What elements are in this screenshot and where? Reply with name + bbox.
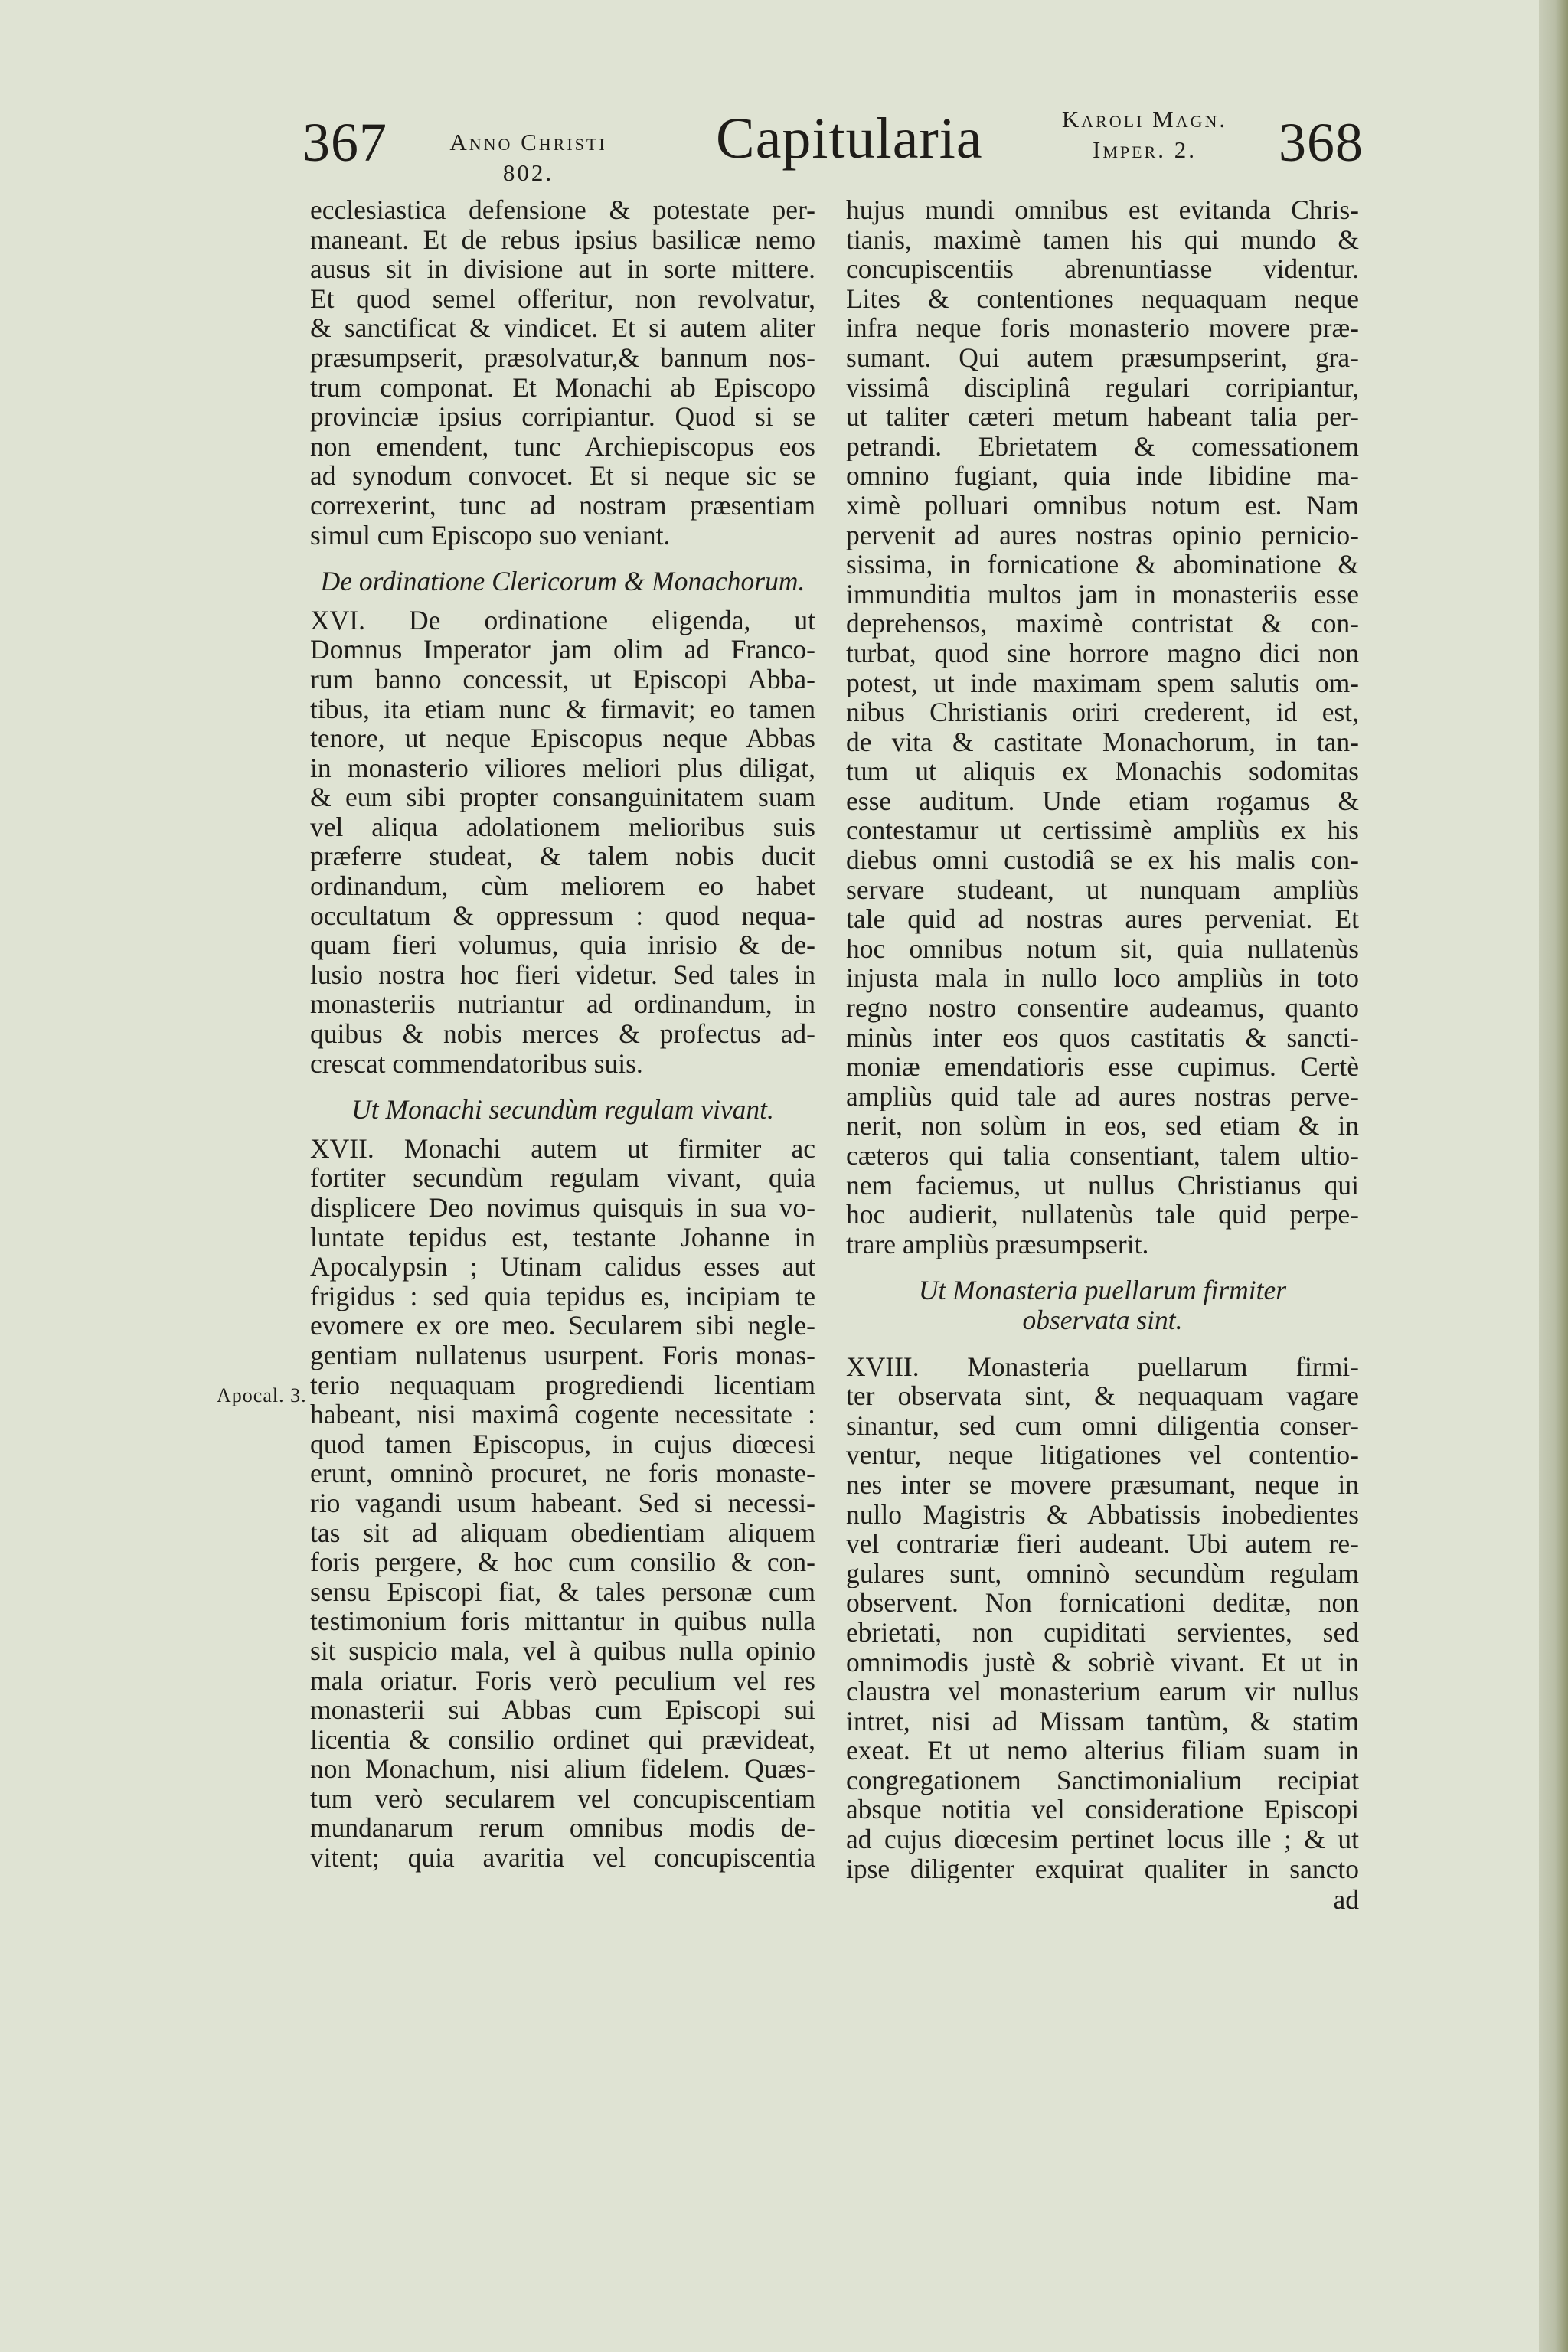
text-line: XVII. Monachi autem ut firmiter ac [310,1133,815,1164]
section-heading-monasteria-line1: Ut Monasteria puellarum firmiter [918,1275,1287,1306]
text-line: ecclesiastica defensione & potestate per- [310,195,815,225]
running-title: Capitularia [716,106,983,171]
text-line: rum banno concessit, ut Episcopi Abba- [310,664,815,694]
section-heading-ordinatione: De ordinatione Clericorum & Monachorum. [320,566,805,597]
text-line: Apocalypsin ; Utinam calidus esses aut [310,1252,815,1282]
anno-christi-header [425,127,632,188]
text-line: terio nequaquam progrediendi licentiam [310,1370,815,1400]
text-line: quam fieri volumus, quia inrisio & de- [310,930,815,960]
text-line: petrandi. Ebrietatem & comessationem [846,431,1359,462]
text-line: omnimodis justè & sobriè vivant. Et ut in [846,1647,1359,1677]
page-number-right: 368 [1279,112,1364,173]
text-line: monasteriis nutriantur ad ordinandum, in [310,989,815,1020]
text-line: frigidus : sed quia tepidus es, incipiam te [310,1281,815,1312]
text-line: fortiter secundùm regulam vivant, quia [310,1163,815,1193]
text-line: intret, nisi ad Missam tantùm, & statim [846,1706,1359,1736]
text-line: regno nostro consentire audeamus, quanto [846,993,1359,1023]
section-heading-monachi: Ut Monachi secundùm regulam vivant. [351,1094,774,1125]
text-line: licentia & consilio ordinet qui prævideat, [310,1724,815,1755]
text-line: ebrietati, non cupiditati servientes, sed [846,1617,1359,1648]
text-line: nerit, non solùm in eos, sed etiam & in [846,1111,1359,1141]
text-line: vel aliqua adolationem melioribus suis [310,812,815,842]
text-line: vissimâ disciplinâ regulari corripiantur, [846,372,1359,403]
text-line: ampliùs quid tale ad aures nostras perve- [846,1081,1359,1112]
text-line: foris pergere, & hoc cum consilio & con- [310,1547,815,1577]
text-line: simul cum Episcopo suo veniant. [310,520,671,550]
text-line: ad cujus diœcesim pertinet locus ille ; & ut [846,1824,1359,1854]
text-line: hoc omnibus notum sit, quia nullatenùs [846,933,1359,964]
text-line: omnino fugiant, quia inde libidine ma- [846,461,1359,491]
text-line: nibus Christianis oriri crederent, id est, [846,697,1359,727]
text-line: minùs inter eos quos castitatis & sancti- [846,1022,1359,1053]
text-line: erunt, omninò procuret, ne foris monaste- [310,1459,815,1488]
text-line: concupiscentiis abrenuntiasse videntur. [846,254,1359,284]
text-line: immunditia multos jam in monasteriis esse [846,579,1359,609]
text-line: moniæ emendatioris esse cupimus. Certè [846,1052,1359,1082]
page-number-left: 367 [302,112,387,173]
text-line: servare studeant, ut nunquam ampliùs [846,874,1359,905]
anno-christi-label: Anno Christi [449,129,607,155]
right-paragraph-xviii [846,1352,1359,1884]
text-line: occultatum & oppressum : quod nequa- [310,900,815,931]
book-spine-edge [1539,0,1568,2352]
text-line: sit suspicio mala, vel à quibus nulla opinio [310,1635,815,1666]
text-line: trum componat. Et Monachi ab Episcopo [310,372,815,403]
text-line: absque notitia vel consideratione Episcopi [846,1795,1359,1825]
karoli-header [1034,104,1256,165]
section-heading-monasteria-line2: observata sint. [1022,1304,1183,1335]
text-line: injusta mala in nullo loco ampliùs in toto [846,963,1359,994]
text-line: displicere Deo novimus quisquis in sua vo- [310,1193,815,1223]
text-line: diebus omni custodiâ se ex his malis con- [846,845,1359,875]
text-line: Lites & contentiones nequaquam neque [846,283,1359,314]
right-paragraph-continuation [846,195,1359,1259]
text-line: vitent; quia avaritia vel concupiscentia [310,1843,815,1873]
text-line: provinciæ ipsius corripiantur. Quod si se [310,402,815,432]
left-paragraph-xvi [310,606,815,1079]
text-line: præsumpserit, præsolvatur,& bannum nos- [310,342,815,373]
text-line: quod tamen Episcopus, in cujus diœcesi [310,1429,815,1459]
text-line: ut taliter cæteri metum habeant talia per- [846,402,1359,432]
text-line: in monasterio viliores meliori plus diligat, [310,753,815,783]
text-line: correxerint, tunc ad nostram præsentiam [310,490,815,521]
text-line: testimonium foris mittantur in quibus nulla [310,1606,815,1636]
text-line: tale quid ad nostras aures perveniat. Et [846,904,1359,934]
text-line: infra neque foris monasterio movere præ- [846,313,1359,343]
text-line: gentiam nullatenus usurpent. Foris monas- [310,1340,815,1370]
margin-reference: Apocal. 3. [217,1384,307,1406]
left-paragraph-1 [310,195,815,550]
right-column [846,195,1359,1915]
text-line: tianis, maximè tamen his qui mundo & [846,224,1359,255]
text-line: exeat. Et ut nemo alterius filiam suam in [846,1736,1359,1766]
text-line: nes inter se movere præsumant, neque in [846,1469,1359,1500]
text-line: evomere ex ore meo. Secularem sibi negle- [310,1311,815,1341]
text-line: ximè polluari omnibus notum est. Nam [846,490,1359,521]
text-line: XVIII. Monasteria puellarum firmi- [846,1351,1359,1382]
left-paragraph-xvii [310,1134,815,1873]
text-line: ter observata sint, & nequaquam vagare [846,1381,1359,1411]
text-line: non emendent, tunc Archiepiscopus eos [310,431,815,462]
text-line: tibus, ita etiam nunc & firmavit; eo tamen [310,694,815,724]
text-line: & eum sibi propter consanguinitatem suam [310,782,815,812]
text-line: habeant, nisi maximâ cogente necessitate : [310,1400,815,1429]
text-line: maneant. Et de rebus ipsius basilicæ nemo [310,224,815,255]
text-line: ad synodum convocet. Et si neque sic se [310,461,815,491]
year-label: 802. [502,159,554,186]
text-line: esse auditum. Unde etiam rogamus & [846,786,1359,816]
text-line: crescat commendatoribus suis. [310,1048,643,1079]
text-line: gulares sunt, omninò secundùm regulam [846,1558,1359,1589]
text-line: contestamur ut certissimè ampliùs ex his [846,815,1359,846]
text-line: Et quod semel offeritur, non revolvatur, [310,283,815,314]
imperator-label: Imper. 2. [1093,136,1197,163]
text-line: cæteros qui talia consentiant, talem ultio- [846,1141,1359,1171]
karoli-label: Karoli Magn. [1061,106,1228,132]
text-line: tas sit ad aliquam obedientiam aliquem [310,1517,815,1548]
text-line: rio vagandi usum habeant. Sed si necessi- [310,1488,815,1518]
text-line: vel contrariæ fieri audeant. Ubi autem re- [846,1529,1359,1559]
text-line: congregationem Sanctimonialium recipiat [846,1765,1359,1795]
text-line: lusio nostra hoc fieri videtur. Sed tales in [310,959,815,990]
text-line: & sanctificat & vindicet. Et si autem aliter [310,313,815,343]
text-line: mala oriatur. Foris verò peculium vel res [310,1665,815,1696]
text-line: sinantur, sed cum omni diligentia conser- [846,1410,1359,1441]
text-line: claustra vel monasterium earum vir nullus [846,1677,1359,1707]
text-line: hujus mundi omnibus est evitanda Chris- [846,195,1359,225]
text-line: ventur, neque litigationes vel contentio- [846,1440,1359,1470]
text-line: deprehensos, maximè contristat & con- [846,609,1359,639]
text-line: turbat, quod sine horrore magno dici non [846,638,1359,668]
text-line: monasterii sui Abbas cum Episcopi sui [310,1695,815,1725]
text-line: præferre studeat, & talem nobis ducit [310,841,815,872]
text-line: trare ampliùs præsumpserit. [846,1229,1149,1259]
text-line: sensu Episcopi fiat, & tales personæ cum [310,1576,815,1607]
text-line: potest, ut inde maximam spem salutis om- [846,668,1359,698]
text-line: mundanarum rerum omnibus modis de- [310,1813,815,1844]
text-line: tenore, ut neque Episcopus neque Abbas [310,724,815,753]
text-line: sissima, in fornicatione & abominatione & [846,550,1359,580]
catchword: ad [1333,1884,1359,1916]
text-line: nem faciemus, ut nullus Christianus qui [846,1170,1359,1200]
text-line: pervenit ad aures nostras opinio pernicio- [846,520,1359,550]
text-line: tum verò secularem vel concupiscentiam [310,1783,815,1814]
text-line: nullo Magistris & Abbatissis inobedientes [846,1499,1359,1530]
text-line: de vita & castitate Monachorum, in tan- [846,727,1359,757]
text-line: sumant. Qui autem præsumpserint, gra- [846,342,1359,373]
text-line: ausus sit in divisione aut in sorte mittere. [310,254,815,284]
text-line: observent. Non fornicationi deditæ, non [846,1588,1359,1618]
text-line: Domnus Imperator jam olim ad Franco- [310,635,815,665]
left-column [310,195,815,1873]
text-line: XVI. De ordinatione eligenda, ut [310,605,815,635]
text-line: ordinandum, cùm meliorem eo habet [310,871,815,901]
text-line: quibus & nobis merces & profectus ad- [310,1019,815,1049]
text-line: luntate tepidus est, testante Johanne in [310,1222,815,1253]
text-line: non Monachum, nisi alium fidelem. Quæs- [310,1754,815,1784]
text-line: tum ut aliquis ex Monachis sodomitas [846,756,1359,786]
text-line: ipse diligenter exquirat qualiter in sancto [846,1854,1359,1884]
text-line: hoc audierit, nullatenùs tale quid perpe- [846,1200,1359,1230]
